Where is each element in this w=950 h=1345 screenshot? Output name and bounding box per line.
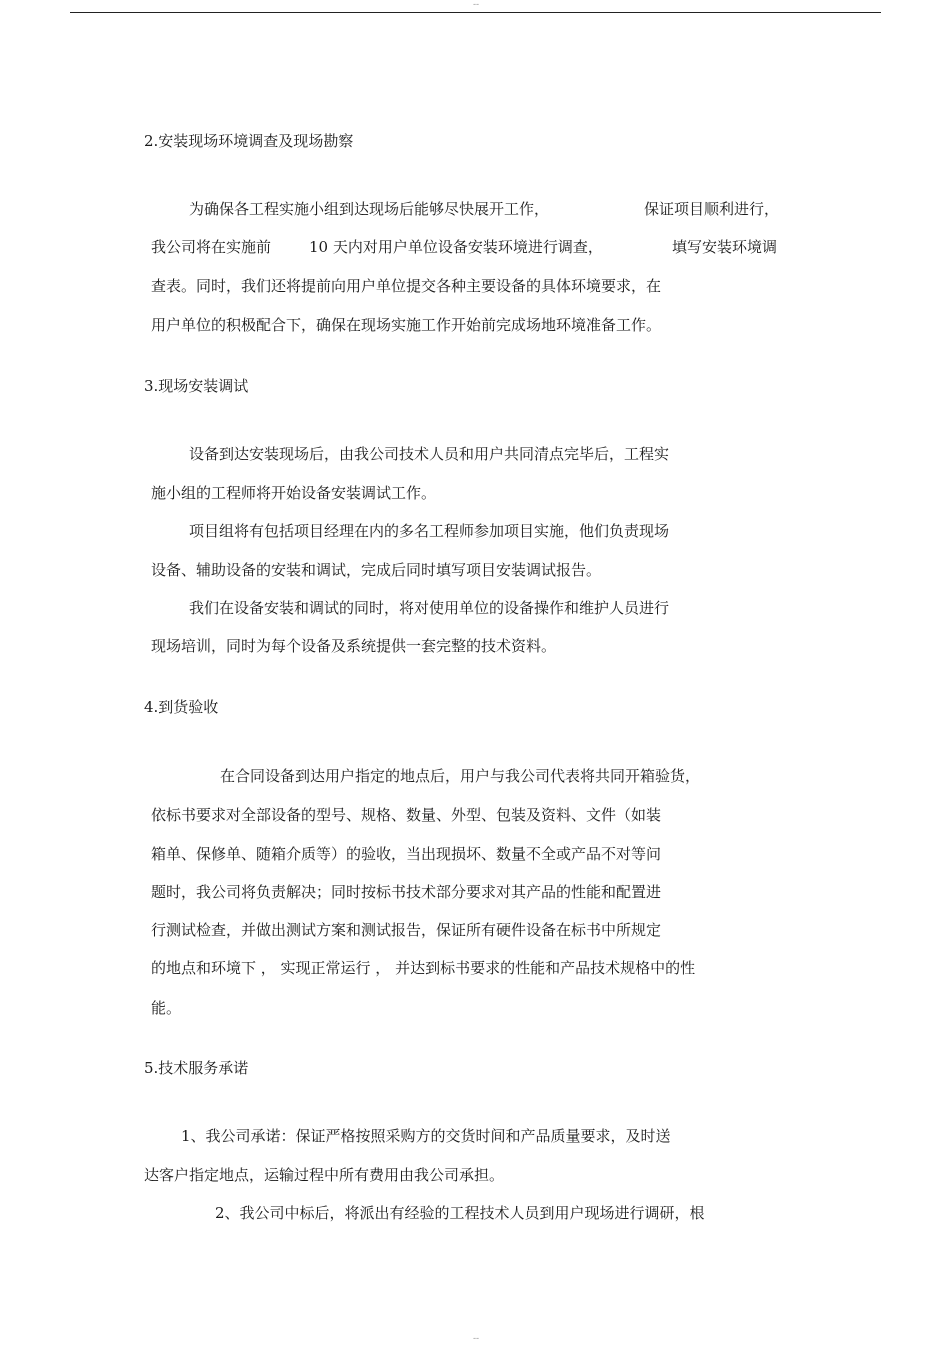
paragraph-line: 我公司将在实施前 bbox=[151, 238, 272, 256]
footer-mark: -- bbox=[472, 1334, 480, 1344]
paragraph-line: 10 天内对用户单位设备安装环境进行调查， bbox=[309, 238, 603, 256]
paragraph-line: 为确保各工程实施小组到达现场后能够尽快展开工作， bbox=[189, 200, 550, 218]
paragraph-line: 我们在设备安装和调试的同时，将对使用单位的设备操作和维护人员进行 bbox=[189, 599, 670, 617]
paragraph-line: 查表。同时，我们还将提前向用户单位提交各种主要设备的具体环境要求，在 bbox=[151, 277, 662, 295]
paragraph-line: 设备、辅助设备的安装和调试，完成后同时填写项目安装调试报告。 bbox=[151, 561, 602, 579]
paragraph-line: 能。 bbox=[151, 999, 182, 1017]
section-heading-5: 5.技术服务承诺 bbox=[144, 1059, 249, 1077]
paragraph-line: 项目组将有包括项目经理在内的多名工程师参加项目实施，他们负责现场 bbox=[189, 522, 670, 540]
section-heading-3: 3.现场安装调试 bbox=[144, 377, 249, 395]
header-rule bbox=[70, 12, 881, 13]
paragraph-line: 1、我公司承诺：保证严格按照采购方的交货时间和产品质量要求，及时送 bbox=[181, 1127, 671, 1145]
paragraph-line: 箱单、保修单、随箱介质等）的验收，当出现损坏、数量不全或产品不对等问 bbox=[151, 845, 662, 863]
paragraph-line: 行测试检查，并做出测试方案和测试报告，保证所有硬件设备在标书中所规定 bbox=[151, 921, 662, 939]
header-mark: -- bbox=[472, 0, 480, 10]
paragraph-line: 的地点和环境下 ， 实现正常运行 ， 并达到标书要求的性能和产品技术规格中的性 bbox=[151, 959, 696, 977]
paragraph-line: 设备到达安装现场后，由我公司技术人员和用户共同清点完毕后，工程实 bbox=[189, 445, 670, 463]
paragraph-line: 施小组的工程师将开始设备安装调试工作。 bbox=[151, 484, 437, 502]
paragraph-line: 达客户指定地点，运输过程中所有费用由我公司承担。 bbox=[144, 1166, 505, 1184]
paragraph-line: 填写安装环境调 bbox=[672, 238, 778, 256]
paragraph-line: 现场培训，同时为每个设备及系统提供一套完整的技术资料。 bbox=[151, 637, 557, 655]
paragraph-line: 题时，我公司将负责解决；同时按标书技术部分要求对其产品的性能和配置进 bbox=[151, 883, 662, 901]
paragraph-line: 2、我公司中标后，将派出有经验的工程技术人员到用户现场进行调研，根 bbox=[215, 1204, 705, 1222]
paragraph-line: 保证项目顺利进行， bbox=[644, 200, 780, 218]
section-heading-2: 2.安装现场环境调查及现场勘察 bbox=[144, 132, 354, 150]
section-heading-4: 4.到货验收 bbox=[144, 698, 219, 716]
paragraph-line: 用户单位的积极配合下，确保在现场实施工作开始前完成场地环境准备工作。 bbox=[151, 316, 662, 334]
paragraph-line: 依标书要求对全部设备的型号、规格、数量、外型、包装及资料、文件（如装 bbox=[151, 806, 662, 824]
paragraph-line: 在合同设备到达用户指定的地点后，用户与我公司代表将共同开箱验货， bbox=[220, 767, 701, 785]
